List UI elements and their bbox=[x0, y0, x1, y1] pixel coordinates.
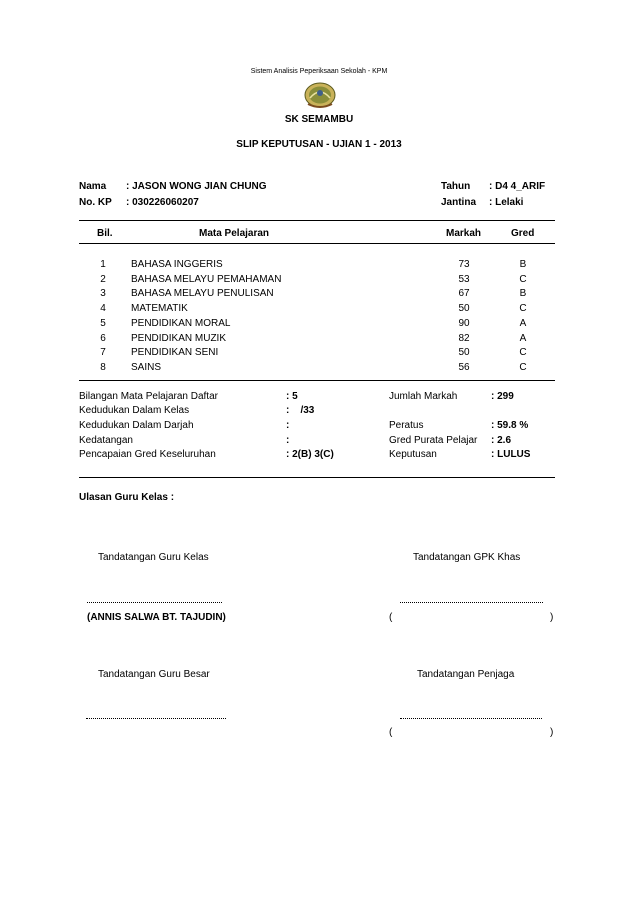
class-teacher-sign-label: Tandatangan Guru Kelas bbox=[98, 552, 209, 563]
attendance-label: Kedatangan bbox=[79, 435, 133, 446]
table-row bbox=[0, 333, 638, 347]
row-mark: 90 bbox=[458, 317, 470, 329]
headmaster-sign-label: Tandatangan Guru Besar bbox=[98, 669, 210, 680]
table-row bbox=[0, 288, 638, 302]
class-rank-value: : /33 bbox=[286, 405, 315, 416]
guardian-sign-line bbox=[400, 718, 542, 719]
grade-rank-value: : bbox=[286, 420, 290, 431]
table-row bbox=[0, 259, 638, 273]
row-bil: 8 bbox=[100, 361, 106, 373]
percent-value: : 59.8 % bbox=[491, 420, 529, 431]
row-bil: 3 bbox=[100, 288, 106, 300]
result-value: : LULUS bbox=[491, 449, 531, 460]
row-mark: 82 bbox=[458, 332, 470, 344]
guardian-name-open: ( bbox=[389, 727, 393, 738]
slip-title: SLIP KEPUTUSAN - UJIAN 1 - 2013 bbox=[236, 139, 402, 150]
subjects-value: : 5 bbox=[286, 391, 298, 402]
row-grade: C bbox=[519, 361, 527, 373]
row-grade: C bbox=[519, 303, 527, 315]
tahun-value: : D4 4_ARIF bbox=[489, 181, 546, 192]
table-row bbox=[0, 274, 638, 288]
total-value: : 299 bbox=[491, 391, 514, 402]
row-subject: MATEMATIK bbox=[131, 303, 188, 315]
header-grade: Gred bbox=[511, 228, 535, 239]
school-name: SK SEMAMBU bbox=[284, 114, 354, 125]
system-name: Sistem Analisis Peperiksaan Sekolah - KPM bbox=[250, 68, 388, 75]
divider-bottom bbox=[79, 477, 555, 478]
row-subject: PENDIDIKAN SENI bbox=[131, 347, 219, 359]
attendance-value: : bbox=[286, 435, 290, 446]
divider-summary bbox=[79, 380, 555, 381]
total-label: Jumlah Markah bbox=[389, 391, 458, 402]
avg-value: : 2.6 bbox=[491, 435, 512, 446]
header-mark: Markah bbox=[446, 228, 482, 239]
kp-label: No. KP bbox=[79, 197, 112, 208]
grade-rank-label: Kedudukan Dalam Darjah bbox=[79, 420, 194, 431]
avg-label: Gred Purata Pelajar bbox=[389, 435, 478, 446]
remarks-label: Ulasan Guru Kelas : bbox=[79, 492, 175, 503]
row-subject: PENDIDIKAN MORAL bbox=[131, 317, 231, 329]
kp-value: : 030226060207 bbox=[126, 197, 199, 208]
row-subject: PENDIDIKAN MUZIK bbox=[131, 332, 227, 344]
gpk-name-close: ) bbox=[550, 612, 554, 623]
school-logo bbox=[302, 80, 338, 110]
guardian-name-close: ) bbox=[550, 727, 554, 738]
row-mark: 73 bbox=[458, 259, 470, 270]
name-value: : JASON WONG JIAN CHUNG bbox=[126, 181, 267, 192]
row-grade: C bbox=[519, 347, 527, 359]
gpk-name-open: ( bbox=[389, 612, 393, 623]
row-grade: C bbox=[519, 273, 527, 285]
result-label: Keputusan bbox=[389, 449, 437, 460]
name-label: Nama bbox=[79, 181, 107, 192]
row-bil: 2 bbox=[100, 273, 106, 285]
tahun-label: Tahun bbox=[441, 181, 471, 192]
row-bil: 6 bbox=[100, 332, 106, 344]
row-subject: BAHASA MELAYU PENULISAN bbox=[131, 288, 274, 300]
row-grade: A bbox=[519, 317, 527, 329]
row-grade: B bbox=[519, 259, 527, 270]
gpk-sign-label: Tandatangan GPK Khas bbox=[413, 552, 521, 563]
header-subject: Mata Pelajaran bbox=[199, 228, 270, 239]
row-bil: 4 bbox=[100, 303, 106, 315]
divider-header bbox=[79, 243, 555, 244]
class-teacher-sign-line bbox=[87, 602, 222, 603]
headmaster-sign-line bbox=[86, 718, 226, 719]
row-mark: 50 bbox=[458, 303, 470, 315]
overall-label: Pencapaian Gred Keseluruhan bbox=[79, 449, 216, 460]
class-teacher-name: (ANNIS SALWA BT. TAJUDIN) bbox=[87, 612, 226, 623]
guardian-sign-label: Tandatangan Penjaga bbox=[417, 669, 515, 680]
table-row bbox=[0, 303, 638, 317]
gpk-sign-line bbox=[400, 602, 543, 603]
overall-value: : 2(B) 3(C) bbox=[286, 449, 334, 460]
row-mark: 67 bbox=[458, 288, 470, 300]
table-row bbox=[0, 362, 638, 376]
jantina-value: : Lelaki bbox=[489, 197, 524, 208]
jantina-label: Jantina bbox=[441, 197, 477, 208]
row-grade: B bbox=[519, 288, 527, 300]
row-subject: SAINS bbox=[131, 361, 162, 373]
row-subject: BAHASA INGGERIS bbox=[131, 259, 223, 270]
row-mark: 56 bbox=[458, 361, 470, 373]
table-row bbox=[0, 347, 638, 361]
class-rank-label: Kedudukan Dalam Kelas bbox=[79, 405, 190, 416]
subjects-label: Bilangan Mata Pelajaran Daftar bbox=[79, 391, 218, 402]
table-row bbox=[0, 318, 638, 332]
row-mark: 50 bbox=[458, 347, 470, 359]
row-bil: 1 bbox=[100, 259, 106, 270]
percent-label: Peratus bbox=[389, 420, 424, 431]
row-bil: 5 bbox=[100, 317, 106, 329]
row-grade: A bbox=[519, 332, 527, 344]
row-subject: BAHASA MELAYU PEMAHAMAN bbox=[131, 273, 282, 285]
row-bil: 7 bbox=[100, 347, 106, 359]
row-mark: 53 bbox=[458, 273, 470, 285]
divider-top bbox=[79, 220, 555, 221]
header-bil: Bil. bbox=[97, 228, 113, 239]
